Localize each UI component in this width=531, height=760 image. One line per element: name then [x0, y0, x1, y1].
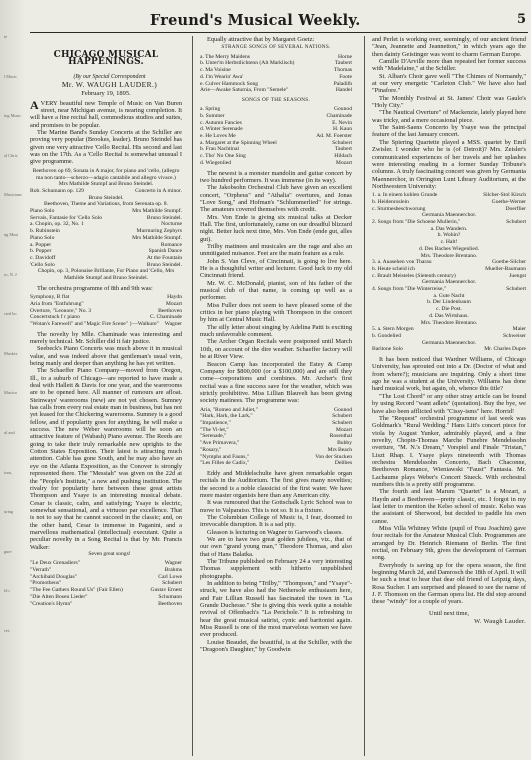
- programme-item: [200, 153, 352, 160]
- page-header: [30, 10, 528, 33]
- paragraph: Miss Villa Whitney White (pupil of Frau Joachim) gave four recitals for the Amateur Musical Club. Programmes are arranged by Dr. Heinrich Riemann of Berlin. The first recital, on February 9th, gives the development of German song.: [372, 525, 526, 562]
- programme-item: [30, 248, 182, 255]
- programme-title: "Die Alten Bosen Lieder": [30, 593, 88, 600]
- programme-title: "The Vi-let,": [200, 426, 229, 433]
- programme-item: [200, 106, 352, 113]
- programme-list: [372, 192, 526, 353]
- programme-composer: Schubert: [332, 413, 352, 420]
- programme-item: c. Halt!: [440, 239, 458, 246]
- paragraph: The Tribune published on February 24 a very interesting Thomas supplement with hitherto unpublished photographs.: [200, 558, 352, 580]
- programme-item: [372, 199, 526, 206]
- programme-composer: Hildach: [334, 153, 352, 160]
- programme-item: [30, 601, 182, 608]
- programme-title: a. Margaret at the Spinning Wheel: [200, 139, 277, 146]
- programme-list: [200, 54, 352, 94]
- bleed-fragment: ing Music: [4, 113, 22, 119]
- paragraph: The Saint-Saens Concerto by Ysaye was the principal feature of the last January concert.: [372, 124, 526, 139]
- programme-composer: E. Nevin: [332, 119, 352, 126]
- programme-title: d. I'm Wearin' Awa': [200, 73, 244, 80]
- paragraph: The Archer Organ Recitals were postponed until March 10th, on account of the dire weather. Schaeffer factory will be at River View.: [200, 338, 352, 361]
- programme-item: [200, 133, 352, 140]
- bleed-fragment: cted ho: [4, 311, 17, 317]
- programme-composer: Schubert: [162, 580, 182, 587]
- page-number: 5: [516, 12, 526, 27]
- programme-title: "Creation's Hymn": [30, 600, 73, 607]
- adjacent-page-bleed: [0, 0, 26, 760]
- programme-title: 2. Songs from "Die Schoene Mullerin,": [372, 219, 461, 226]
- paragraph: Louise Beaudet, the beautiful, is at the Schiller, with the "Dragoon's Daughter," by Goodwin: [200, 638, 352, 654]
- programme-title: 4. Songs from "Die Winterreise,": [372, 286, 447, 293]
- programme-item: c. Die Post.: [436, 306, 462, 313]
- programme-title: "Promotheus": [30, 580, 62, 587]
- programme-composer: Bubby: [337, 440, 352, 447]
- programme-item: [372, 346, 526, 353]
- programme-list: [30, 168, 182, 282]
- programme-composer: H. Kaun: [333, 126, 352, 133]
- byline-name: Mr. W. WAUGH LAUDER.): [61, 80, 158, 90]
- programme-title: a. Chopin, op. 32, No. 1: [30, 221, 84, 228]
- programme-item: d. Des Baches Wiegenlied.: [418, 245, 480, 252]
- programme-composer: Goethe-Silcher: [492, 259, 526, 266]
- bleed-fragment: te: [4, 34, 8, 39]
- paragraph: It has been noticed that Wardner Williams, of Chicago University, has sprouted out into a Dr. (Doctor of what and from where?); musicians are inquiring. Only a short time ago he was a student at the University. Williams has done hard musical work, but again, oh, whence this title?: [372, 356, 526, 393]
- programme-item: [30, 188, 182, 195]
- programme-composer: Maier: [512, 326, 526, 333]
- programme-title: e. Culver Hammock Song: [200, 80, 259, 87]
- programme-item: [372, 192, 526, 199]
- programme-item: Germania Maennerchor.: [421, 212, 477, 219]
- programme-composer: Schubert: [506, 219, 526, 226]
- programme-item: [30, 301, 182, 308]
- programme-item: Germania Maennerchor.: [421, 339, 477, 346]
- programme-item: [30, 221, 182, 228]
- programme-title: a. Popper: [30, 241, 52, 248]
- paragraph: "The Nautical Overture" of Mackenzie, lately played here was tricky, and a mere occasional piece.: [372, 109, 526, 124]
- paragraph: "The Lost Chord" or any other stray article can be found by using Record "want adlets" (quotation). Buy the bye, we have also been afflicted with "Cissy-isms" here. Horrid!: [372, 392, 526, 415]
- programme-title: Piano Solo: [30, 208, 55, 215]
- programme-title: b. Popper: [30, 248, 52, 255]
- programme-composer: Gustav Ernest: [150, 587, 182, 594]
- programme-title: c. Brault Meisteles (Sietenth century): [372, 272, 456, 279]
- programme-item: [372, 219, 526, 226]
- programme-title: c. Ma Voisine: [200, 67, 231, 74]
- bleed-fragment: Muskes: [4, 350, 18, 356]
- programme-item: [200, 60, 352, 67]
- programme-item: [30, 294, 182, 301]
- paragraph: John S. Van Cleve, of Cincinnati, is going to live here. He is a thoughtful writer and lecturer. Good luck to my old Cincinnati friend.: [200, 257, 352, 280]
- programme-item: Mrs. Theodore Brentano.: [420, 319, 478, 326]
- programme-title: Arie—Awake Saturnia, From "Semele": [200, 87, 289, 94]
- programme-title: "Les Filles de Cadix,": [200, 460, 250, 467]
- paragraph: The newest is a monster mandolin and guitar concert by two hundred performers. It was immense (in its way).: [200, 169, 352, 184]
- programme-item: [200, 440, 352, 447]
- programme-item: [200, 74, 352, 81]
- programme-composer: Mozart: [335, 159, 352, 166]
- programme-item: b. Wohin?: [437, 232, 461, 239]
- column-1: [30, 36, 182, 758]
- programme-title: "Impatience,": [200, 419, 231, 426]
- programme-composer: Chaminade: [326, 112, 352, 119]
- programme-composer: Silcher-Stol Kirsch: [483, 192, 526, 199]
- programme-composer: Bruno Steindel.: [146, 261, 182, 268]
- bleed-fragment: Musicians: [4, 192, 22, 198]
- bleed-fragment: ld c: [4, 588, 11, 594]
- programme-title: "Rosary,": [200, 446, 222, 453]
- paragraph: In addition to being "Trilby," "Thompson," and "Ysaye"-struck, we have also had the Nethersole enthusiasm here, and Fair Lillian Russell has fascinated the town in "La Grande Duchesse." She is giving this week quite a notable revival of Offenbach's "La Perichole." It is refreshing to hear the great musical satirist, cynic and baritonist again. Miss Russell is one of the most marvelous women we have ever produced.: [200, 580, 352, 639]
- programme-title: Servais, Fantasie for 'Cello Solo: [30, 214, 103, 221]
- programme-item: [30, 574, 182, 581]
- programme-title: 3. a. Auasehen von Tharau: [372, 259, 432, 266]
- programme-item: [200, 146, 352, 153]
- paragraph: Seebeck's Piano Concerts was much above it in musical value, and was indeed above that gentleman's usual vein, being manly and deeper than anything he has yet written.: [30, 345, 182, 367]
- programme-title: "The Fee Gathers Round Us" (Fair Ellen): [30, 587, 123, 594]
- paragraph: Eddy and Middelschulte have given remarkable organ recitals in the Auditorium. The first gives many novelties; the second is a noble classicist of the first water. We have more master organists here than any American city.: [200, 469, 352, 499]
- programme-composer: Paladilh: [333, 80, 352, 87]
- bleed-text: [0, 34, 26, 634]
- programme-composer: Carl Lowe: [158, 573, 182, 580]
- programme-item: [30, 242, 182, 249]
- programme-item: [200, 87, 352, 94]
- programme-composer: Taubert: [334, 60, 352, 67]
- programme-item: [30, 560, 182, 567]
- programme-list: [30, 560, 182, 607]
- paragraph: Trilby matinees and musicales are the rage and also an unmitigated nuisance. Feet are the main feature as a rule.: [200, 243, 352, 258]
- paragraph: We are to have two great golden jubilees, viz., that of our own "grand young man," Theodore Thomas, and also that of Hans Balatka.: [200, 536, 352, 558]
- programme-heading: STRANGE SONGS OF SEVERAL NATIONS.: [221, 44, 331, 51]
- programme-title: d. Wiegenlied: [200, 159, 232, 166]
- newspaper-page: [30, 0, 528, 760]
- signoff: Until next time,: [429, 609, 469, 617]
- bleed-fragment: l Music: [4, 73, 18, 79]
- programme-item: [200, 126, 352, 133]
- programme-composer: At the Fountain: [146, 254, 182, 261]
- bleed-fragment: ro, N. J: [4, 271, 17, 277]
- programme-item: Mrs. Theodore Brentano.: [420, 252, 478, 259]
- programme-title: b. Frau Nachtinal: [200, 146, 239, 153]
- bleed-fragment: ul and: [4, 429, 15, 435]
- bleed-fragment: uring: [4, 509, 14, 515]
- programme-title: d. Winter Serenade: [200, 126, 243, 133]
- programme-item: [200, 140, 352, 147]
- programme-item: [200, 420, 352, 427]
- paragraph: The silly letter about singing by Adelina Patti is exciting much unfavorable comment.: [200, 323, 352, 339]
- bleed-fragment: al Chris: [4, 152, 18, 158]
- programme-item: [372, 273, 526, 280]
- programme-title: "Ave Primavera,": [200, 440, 240, 447]
- paragraph: Everybody is saving up for the opera season, the first beginning March 2d, and Damrosch the 18th of April. It will be such a treat to hear that dear old friend of Leipzig days, Rosa Sucher. I am surprised and pleased to see the name of J. F. Thomson on the German opera list. He did stop around these "windy" for a couple of years.: [372, 561, 526, 606]
- programme-composer: Brahms: [164, 566, 182, 573]
- programme-composer: Von der Stucken: [315, 453, 352, 460]
- programme-item: [372, 326, 526, 333]
- programme-composer: Mr. Charles Dupre: [484, 346, 526, 353]
- programme-composer: Wagner: [164, 320, 182, 327]
- paragraph: Beacon Camp has incorporated the Estey & Camp Company for $800,000 (or a $100,000) and are still they come—corporations and combines. Mr. Archer's first recital was a fine success save for the weather, which was strictly prohibitive. Miss Lillian Blauvelt has been giving society matinees. The programme was:: [200, 360, 352, 405]
- programme-title: b. Heute scheid ich: [372, 265, 415, 272]
- programme-list: [200, 106, 352, 166]
- bleed-fragment: ions,: [4, 469, 13, 475]
- programme-title: "Serenade,": [200, 433, 227, 440]
- paragraph: Mr. W. C. McDonald, pianist, son of his father of the musical club of that name, is coming up well as a performer.: [200, 279, 352, 302]
- programme-item: [200, 427, 352, 434]
- programme-item: [200, 454, 352, 461]
- paragraph: The novelty by Mlle. Chaminade was interesting and merely technical. Mr. Schiller did it fair justice.: [30, 330, 182, 345]
- programme-composer: Schumann: [158, 593, 182, 600]
- programme-item: a. Gute Nacht: [433, 292, 465, 299]
- programme-item: [372, 266, 526, 273]
- programme-item: [200, 81, 352, 88]
- programme-item: [30, 208, 182, 215]
- programme-composer: Mrs Mathilde Stumpf.: [132, 208, 182, 215]
- programme-heading: SONGS OF THE SEASONS.: [241, 96, 311, 103]
- programme-composer: Handel: [335, 87, 352, 94]
- programme-item: [200, 113, 352, 120]
- programme-title: e. He Loves Me: [200, 133, 236, 140]
- programme-composer: Mrs Mathilde Stumpf.: [132, 234, 182, 241]
- programme-composer: Haydn: [167, 294, 182, 301]
- programme-composer: Mrs Beach: [327, 446, 352, 453]
- paragraph: Equally attractive that by Margaret Goetz:: [207, 36, 315, 43]
- programme-item: [200, 67, 352, 74]
- drop-cap: A: [30, 97, 39, 112]
- bleed-fragment: gure: [4, 548, 12, 554]
- dateline: February 19, 1895.: [81, 90, 131, 98]
- programme-title: b. Gondelied: [372, 332, 401, 339]
- programme-composer: Schubert: [506, 286, 526, 293]
- programme-composer: Doerflier: [505, 205, 526, 212]
- programme-title: "Wotan's Farewell" and "Magic Fire Scene" }—Walkure": [30, 320, 159, 327]
- programme-item: [372, 259, 526, 266]
- programme-composer: Goethe-Werner: [491, 198, 526, 205]
- paragraph: The Monthly Festival at St. James' Choir was Gaulo's "Holy City.": [372, 94, 526, 110]
- programme-composer: Murmuring Zephyrs: [136, 228, 182, 235]
- programme-title: b. Summer: [200, 112, 225, 119]
- programme-composer: Romance: [160, 241, 182, 248]
- programme-title: "Verrath": [30, 566, 52, 573]
- programme-list: [30, 294, 182, 328]
- paragraph: The orchestra programme of 8th and 9th was:: [37, 284, 153, 292]
- paragraph: The Spiering Quartette played a MSS. quartet by Emil Zwisler. I wonder who he is (of Detroit)? Mrs. Zeisler's communicated experiences of her travels and her splashes were interesting reading in a former Sunday Tribune's columns. A truly fascinating concert was given by Germania Maennerchor, in Orrington Lunt Library Auditorium, at the Northwestern University:: [372, 138, 526, 190]
- programme-title: Baritone Solo: [372, 346, 403, 353]
- paragraph: The Jakobsohn Orchestral Club have given an excellent concert, "Orpheus" and "Athalia" overtures, and Jonas "Love Song," and Hofman's "Schlummerlied" for strings. The amateurs covered themselves with credit.: [200, 184, 352, 214]
- programme-item: [30, 255, 182, 262]
- programme-composer: Mozart: [165, 300, 182, 307]
- column-2: [200, 36, 352, 758]
- paragraph: Gleason is lecturing on Wagner to Garwood's classes.: [207, 528, 343, 536]
- programme-composer: Schweiser: [503, 332, 526, 339]
- programme-item: d. Das Wirtshaus.: [429, 312, 469, 319]
- bleed-fragment: ces: [4, 627, 10, 633]
- programme-item: Bruno Steindel.: [88, 194, 124, 201]
- programme-composer: Beethoven: [158, 307, 182, 314]
- programme-title: b. Unter'm Herbstlichtenn (Alt Marklisch): [200, 60, 295, 67]
- paragraph: The fourth and last Marum "Quartet" is a Mozart, a Haydn and a Beethoven—pretty classic, etc. I forgot in my last letter to mention the Kelso school of music. Kelso was the assistant of Sherwood, but decided to paddle his own canoe.: [372, 488, 526, 525]
- programme-title: Rob. Schumann op. 129: [30, 187, 84, 194]
- programme-title: Aria, "Romeo and Juliet,": [200, 406, 258, 413]
- signature: W. Waugh Lauder.: [474, 618, 526, 626]
- programme-composer: Schubert: [332, 419, 352, 426]
- programme-item: [200, 460, 352, 467]
- programme-composer: Ad. M. Foerster: [316, 133, 352, 140]
- paragraph: Camille D'Arville more than repeated her former success with "Madelaine," at the Schiller.: [372, 58, 526, 73]
- paragraph: A VERY beautiful new Temple of Music on Van Buren street, near Michigan avenue, is nearing completion. It will have a fine recital hall, commodious studios and suites, and promises to be popular.: [30, 97, 182, 129]
- paragraph: It was rumoured that the Gottschalk Lyric School was to move to Valparaiso. This is not so. It is a fixture.: [200, 499, 352, 514]
- programme-item: Beethoven op 69, Sonata in A major, for piano and 'cello, (allegro ma non tanto—scherzo—adagio cantabile and allegro vivace.): [32, 167, 180, 181]
- programme-item: Mrs Mathilde Stumpf and Bruno Steindel.: [58, 181, 154, 188]
- programme-composer: Taubert: [334, 146, 352, 153]
- programme-item: [372, 333, 526, 340]
- programme-title: Aria from "Entfuhrung": [30, 300, 84, 307]
- programme-title: "Nymphs and Fauns,": [200, 453, 250, 460]
- programme-title: c. Autumn Fancies: [200, 119, 242, 126]
- programme-title: b. Heidenroslein: [372, 198, 409, 205]
- programme-title: "Archibald Douglas": [30, 573, 77, 580]
- programme-item: [30, 215, 182, 222]
- programme-item: [372, 286, 526, 293]
- programme-item: [200, 120, 352, 127]
- programme-composer: Foote: [339, 73, 352, 80]
- programme-item: [30, 321, 182, 328]
- programme-item: [200, 160, 352, 167]
- column-rule: [192, 36, 193, 756]
- programme-composer: Concerto in A minor.: [135, 187, 182, 194]
- programme-item: [30, 262, 182, 269]
- programme-composer: Rosenthal: [329, 433, 352, 440]
- programme-item: Germania Maennerchor.: [421, 279, 477, 286]
- programme-composer: C. Chaminade: [149, 314, 182, 321]
- paragraph: The "Request" orchestral programme of last week was Goldmark's "Rural Wedding." Hans Litt's concert piece for viola by August Yunker, admirably played, and a fine novelty, Chopin-Thomas Marche Funebre Mendelssohn overture, "M. N.'s Dream," Vorspiel and Finale "Tristan," Liszt Rhap. I. Ysaye plays nineteenth with Thomas orchestra Mendelssohn Concerto, Bach Chaconne, Beethoven Romance, Wieniawski "Faust" Fantasia. Mr. Lachaume plays Weber's Concert Stueck. With orchestral numbers this is a pretty stiff programme.: [372, 414, 526, 488]
- paragraph: The Marine Band's Sunday Concerts at the Schiller are proving very popular (Brookes, leader). Bruno Steindel has given one very attractive 'Cello Recital. His second and last was on the 17th. As a 'Cello Recital is somewhat unusual I give programme.: [30, 129, 182, 166]
- programme-item: [200, 433, 352, 440]
- paragraph: Miss Fuller does not seem to have pleased some of the critics in her piano playing with Thompson in the concert by him at Central Music Hall.: [200, 301, 352, 324]
- programme-title: "Le Deux Grenadiers": [30, 560, 80, 567]
- programme-item: [30, 228, 182, 235]
- programme-item: [200, 407, 352, 414]
- programme-title: Piano Solo: [30, 234, 55, 241]
- bleed-fragment: ng Musi: [4, 231, 19, 237]
- programme-composer: Gounod: [333, 406, 352, 413]
- programme-title: 'Cello Solo: [30, 261, 55, 268]
- programme-title: a. The Merry Maidens: [200, 53, 250, 60]
- programme-item: [372, 206, 526, 213]
- programme-item: [30, 567, 182, 574]
- article-title: CHICAGO MUSICAL HAPPENINGS.: [53, 50, 159, 68]
- programme-title: 1. a. In einem kuhlen Grunde: [372, 192, 438, 199]
- bleed-fragment: Musica: [4, 390, 17, 396]
- programme-composer: Mozart: [335, 426, 352, 433]
- programme-item: [30, 314, 182, 321]
- paragraph: The Columbian College of Music is, I fear, doomed to irrevocable disruption. It is a sad pity.: [200, 513, 352, 529]
- programme-title: b. Rubinstein: [30, 228, 60, 235]
- column-3: [372, 36, 526, 758]
- programme-title: Overture, "Leonore," No. 3: [30, 307, 92, 314]
- programme-title: Concertstuck f r piano: [30, 314, 80, 321]
- programme-list: [200, 407, 352, 467]
- programme-item: b. Der Lindenbaum: [427, 299, 471, 306]
- programme-item: a. Das Wandern.: [430, 225, 468, 232]
- programme-composer: Wagner: [164, 560, 182, 567]
- programme-item: Beethoven, Theme and Variations, from Serenata op. 8.: [44, 201, 168, 208]
- paragraph: Mrs. Von Ende is giving six musical talks at Decker Hall. The first, unfortunately, came on our dreadful blizzard night. Better luck next time, Mrs. Von Ende (ende gut, alles gut).: [200, 213, 352, 243]
- programme-composer: Delibes: [334, 460, 352, 467]
- programme-title: c. Sturmesbeschworung: [372, 205, 426, 212]
- programme-composer: Schubert: [332, 139, 352, 146]
- programme-composer: Juengst: [509, 272, 526, 279]
- programme-item: [30, 235, 182, 242]
- paragraph: Seven great songs!: [88, 550, 131, 557]
- paragraph: and Perlet is working over, seemingly, of our ancient friend "Jean, Jeannette and Jeannetton," in which years ago the then dainty Geistinger was wont to charm German Europe.: [372, 36, 526, 58]
- programme-composer: Bruno Steindel.: [146, 214, 182, 221]
- paragraph: St. Alban's Choir gave well "The Chimes of Normandy," at our very energetic "Carleton Club." We have also had "Pinafore.": [372, 72, 526, 95]
- programme-title: c. Tho' No One Sing: [200, 153, 246, 160]
- programme-item: [30, 587, 182, 594]
- byline-prefix: (By our Special Correspondent: [73, 73, 146, 80]
- programme-composer: Thomas: [333, 67, 352, 74]
- programme-composer: Horne: [338, 53, 352, 60]
- paragraph: The Schaeffer Piano Company—moved from Oregon, Ill., to a suburb of Chicago—are reported to have made a deal with Hallett & Davis for one year, and the warerooms are to be opened here. All manner of rumours are afloat. Steinways' warerooms (new) are not yet chosen. Sumney has calls from every real estate man in business, but has not yet leased for the Chickering warerooms. Sumney is a good fellow, and if popularity goes for anything, he will make a success. The new Weber warerooms will be soon an attractive feature of (Wabash) Piano avenue. The Reeds are going to take their truly remarkable new uprights to the Cotton States Exposition. Their latest is attracting much attention. Cable has gone South, and he may also have an eye on the Atlanta Exposition, as the Conover is strongly represented there. The "Messiah" was given on the 22d at the "People's Institute," a new and pushing institution. The rivalry for popularity here between these great artists Thompson and Ysaye is an interesting musical debate. Cesar is classic, calm, and satisfying; Ysaye is electric, somewhat sensational, and a virtuoso par excellence. That is not to say that he cannot succeed in the classic; and, on the other hand, Cesar is immense in Paganini, and a marvellous mathematical (intellectual) executant. Quite a peculiar novelty in a Song Recital is that by Mr. Francis Walker:: [30, 367, 182, 551]
- programme-item: [200, 413, 352, 420]
- programme-title: c. Davidoff: [30, 254, 56, 261]
- programme-item: [200, 447, 352, 454]
- programme-item: [30, 594, 182, 601]
- programme-title: "Hark, Hark, the Lark,": [200, 413, 253, 420]
- programme-title: 5. a. Stern Morgen: [372, 326, 414, 333]
- masthead-title: Freund's Musical Weekly.: [150, 12, 361, 29]
- programme-composer: Beethoven: [158, 600, 182, 607]
- programme-item: Chopin, op. 3, Polonaise Brillante, For Piano and 'Cello, Mrs Mathilde Stumpf and Bruno Steindel.: [37, 268, 175, 282]
- programme-title: Symphony, B flat: [30, 294, 70, 301]
- column-rule: [364, 36, 365, 756]
- programme-composer: Gounod: [333, 106, 352, 113]
- programme-composer: Nocturne: [161, 221, 182, 228]
- programme-composer: Mueller-Baumann: [485, 265, 526, 272]
- programme-title: a. Spring: [200, 106, 221, 113]
- programme-composer: Spanish Dance: [148, 248, 182, 255]
